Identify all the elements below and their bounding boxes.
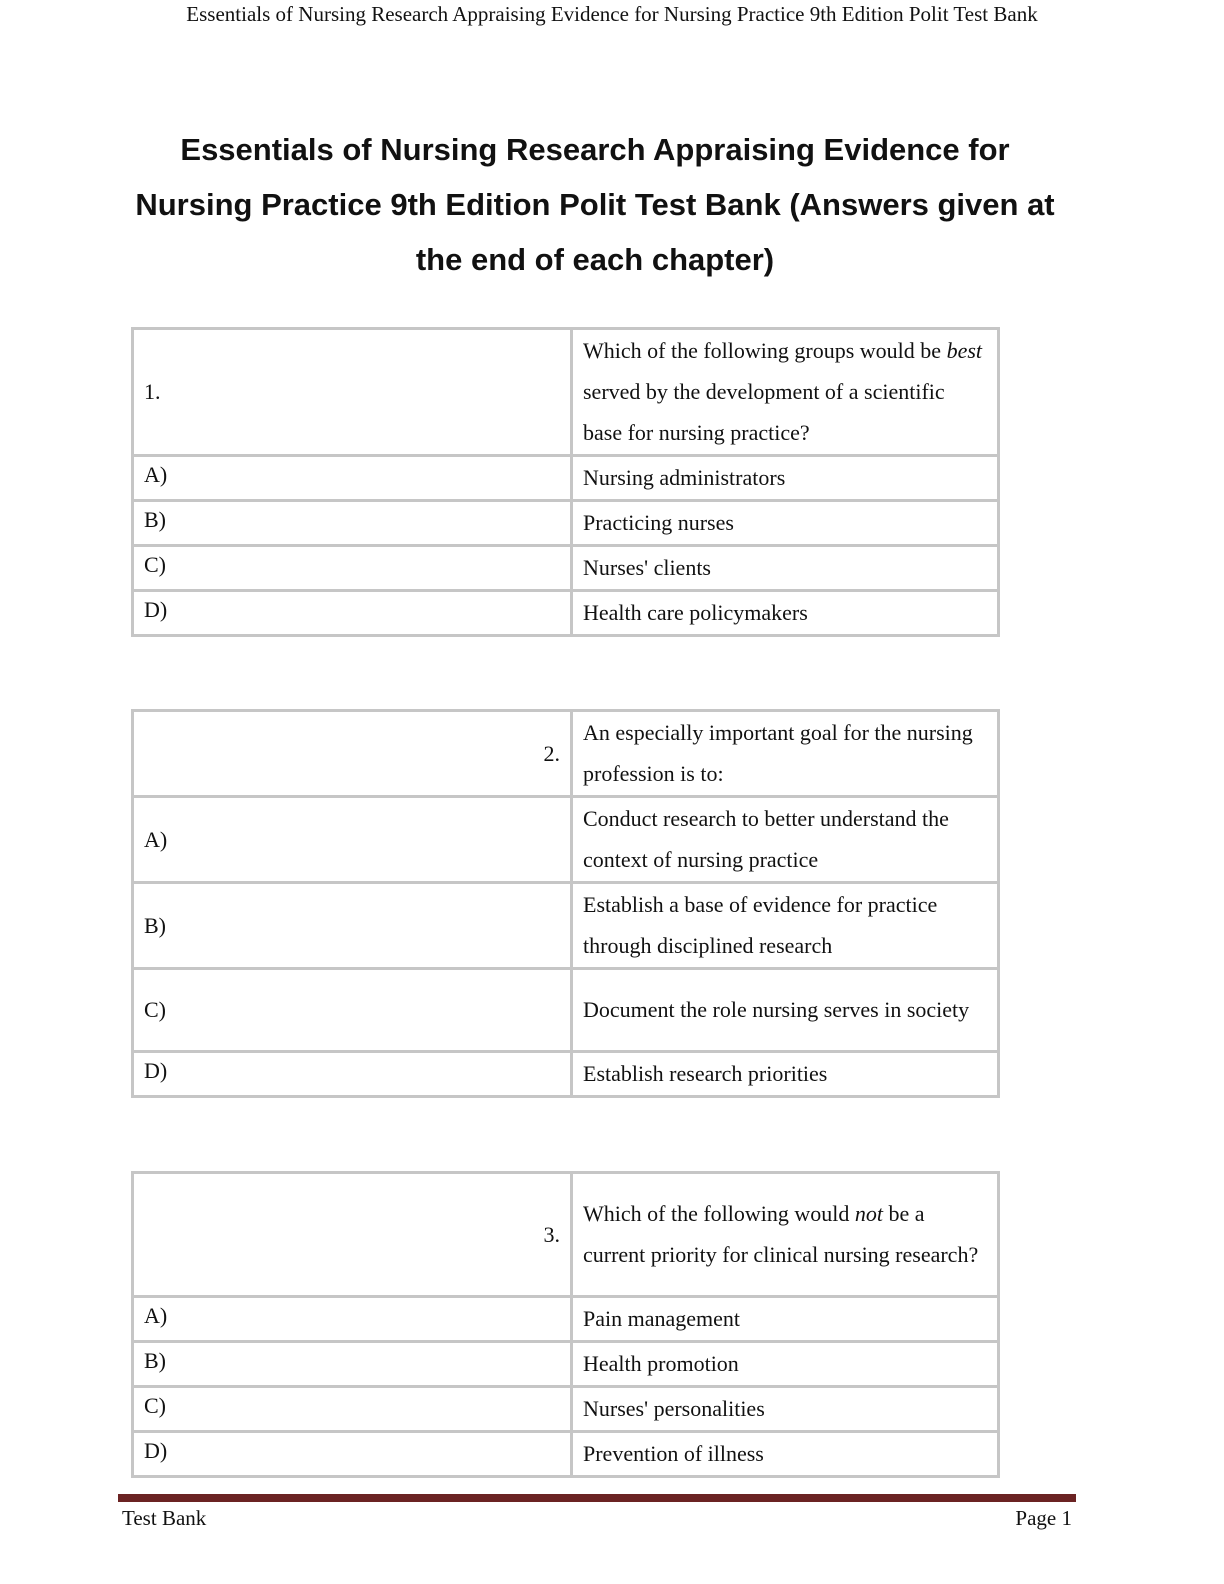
question-3-table xyxy=(131,1171,1000,1478)
option-letter: B) xyxy=(133,501,572,546)
option-row xyxy=(133,456,999,501)
question-2-table xyxy=(131,709,1000,1098)
option-letter: C) xyxy=(133,546,572,591)
option-row xyxy=(133,969,999,1052)
option-text: Pain management xyxy=(572,1297,999,1342)
option-text: Practicing nurses xyxy=(572,501,999,546)
option-text: Prevention of illness xyxy=(572,1432,999,1477)
question-stem: Which of the following would not be a current priority for clinical nursing research? xyxy=(572,1173,999,1297)
question-number: 1. xyxy=(133,329,572,456)
option-text: Health promotion xyxy=(572,1342,999,1387)
option-row xyxy=(133,546,999,591)
option-text: Health care policymakers xyxy=(572,591,999,636)
option-text: Establish research priorities xyxy=(572,1052,999,1097)
option-row xyxy=(133,1342,999,1387)
option-letter: A) xyxy=(133,797,572,883)
option-text: Establish a base of evidence for practice through disciplined research xyxy=(572,883,999,969)
title-line-2: Nursing Practice 9th Edition Polit Test Bank (Answers given at xyxy=(135,187,1055,222)
option-text: Nursing administrators xyxy=(572,456,999,501)
option-row xyxy=(133,501,999,546)
option-row xyxy=(133,1432,999,1477)
page-number: Page 1 xyxy=(1015,1506,1072,1530)
option-row xyxy=(133,1297,999,1342)
stem-emphasis: not xyxy=(854,1201,884,1226)
question-number: 3. xyxy=(133,1173,572,1297)
option-text: Document the role nursing serves in society xyxy=(572,969,999,1052)
option-letter: C) xyxy=(133,969,572,1052)
option-letter: D) xyxy=(133,591,572,636)
question-row xyxy=(133,1173,999,1297)
option-text: Conduct research to better understand the context of nursing practice xyxy=(572,797,999,883)
question-1-table xyxy=(131,327,1000,637)
document-title xyxy=(100,122,1090,287)
question-stem: Which of the following groups would be best served by the development of a scientific base for nursing practice? xyxy=(572,329,999,456)
option-letter: D) xyxy=(133,1432,572,1477)
option-row xyxy=(133,1052,999,1097)
title-line-3: the end of each chapter) xyxy=(415,242,775,277)
stem-emphasis: best xyxy=(946,338,983,363)
option-row xyxy=(133,797,999,883)
option-text: Nurses' clients xyxy=(572,546,999,591)
option-row xyxy=(133,883,999,969)
question-stem: An especially important goal for the nursing profession is to: xyxy=(572,711,999,797)
title-line-1: Essentials of Nursing Research Appraising Evidence for xyxy=(180,132,1010,167)
option-text: Nurses' personalities xyxy=(572,1387,999,1432)
option-row xyxy=(133,591,999,636)
option-letter: C) xyxy=(133,1387,572,1432)
question-row xyxy=(133,711,999,797)
option-letter: B) xyxy=(133,883,572,969)
question-number: 2. xyxy=(133,711,572,797)
running-header: Essentials of Nursing Research Appraising Evidence for Nursing Practice 9th Edition Polit Test Bank xyxy=(186,2,1038,26)
option-row xyxy=(133,1387,999,1432)
footer-label: Test Bank xyxy=(122,1506,207,1530)
option-letter: D) xyxy=(133,1052,572,1097)
option-letter: B) xyxy=(133,1342,572,1387)
footer-rule xyxy=(118,1494,1076,1502)
question-row xyxy=(133,329,999,456)
option-letter: A) xyxy=(133,1297,572,1342)
option-letter: A) xyxy=(133,456,572,501)
